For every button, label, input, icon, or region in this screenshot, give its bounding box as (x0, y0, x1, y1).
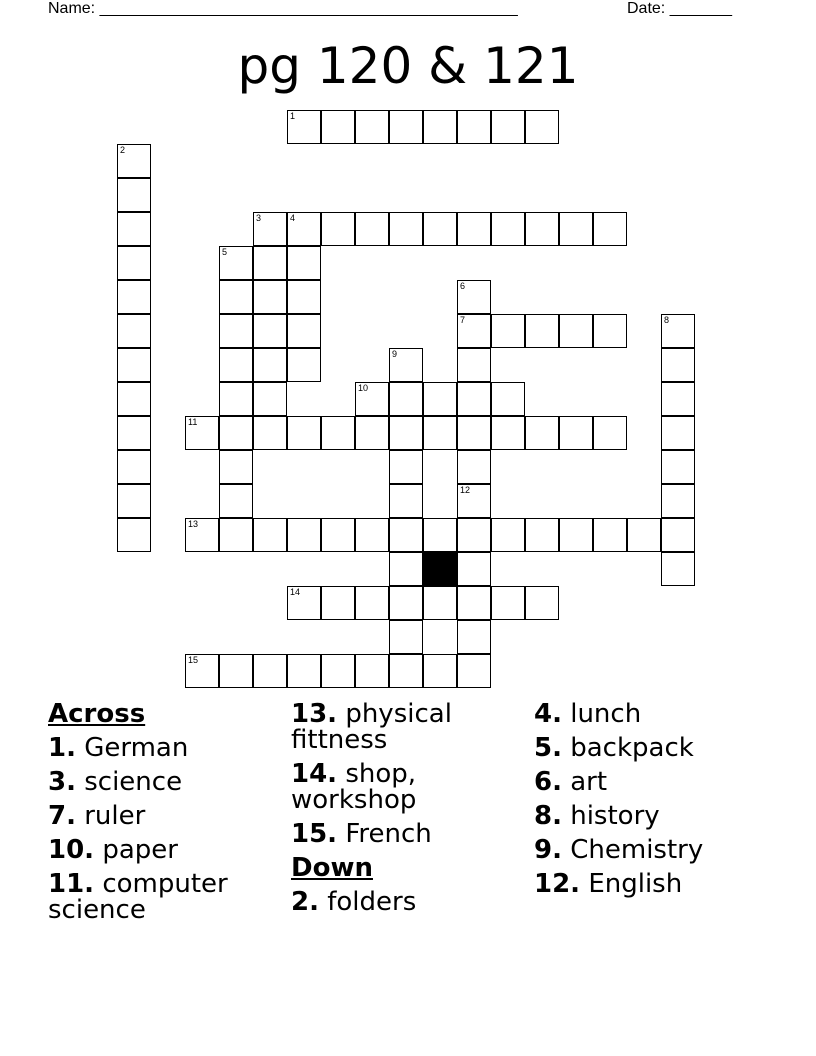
clue-number: 6 (460, 281, 466, 291)
grid-cell[interactable] (253, 654, 287, 688)
clue-item-number: 2. (291, 887, 319, 917)
clue-item-number: 6. (534, 767, 562, 797)
grid-cell[interactable] (117, 246, 151, 280)
grid-cell[interactable] (423, 382, 457, 416)
down-heading: Down (291, 853, 373, 883)
grid-cell[interactable] (253, 348, 287, 382)
grid-cell[interactable] (287, 246, 321, 280)
clue-item-number: 8. (534, 801, 562, 831)
clue-number: 4 (290, 213, 296, 223)
grid-cell[interactable] (219, 654, 253, 688)
grid-cell[interactable] (389, 654, 423, 688)
grid-cell[interactable] (185, 518, 219, 552)
grid-cell[interactable] (219, 314, 253, 348)
clue-item (534, 735, 774, 761)
clue-item-text: ruler (75, 801, 146, 831)
clue-item-text: Chemistry (561, 835, 704, 865)
grid-cell[interactable] (661, 382, 695, 416)
grid-cell[interactable] (287, 518, 321, 552)
grid-cell[interactable] (491, 382, 525, 416)
grid-cell[interactable] (219, 246, 253, 280)
grid-cell[interactable] (355, 416, 389, 450)
clues-column-1 (48, 701, 288, 931)
clue-item-text: lunch (561, 699, 642, 729)
clue-number: 13 (188, 519, 199, 529)
grid-cell[interactable] (593, 518, 627, 552)
grid-cell[interactable] (661, 416, 695, 450)
clue-item (48, 803, 288, 829)
grid-cell[interactable] (117, 450, 151, 484)
clue-list (291, 889, 531, 915)
grid-cell[interactable] (525, 518, 559, 552)
grid-cell[interactable] (423, 416, 457, 450)
grid-cell[interactable] (457, 212, 491, 246)
clue-item-number: 13. (291, 699, 338, 729)
clue-item (534, 837, 774, 863)
grid-black-cell (423, 552, 457, 586)
grid-cell[interactable] (287, 110, 321, 144)
grid-cell[interactable] (559, 212, 593, 246)
grid-cell[interactable] (525, 212, 559, 246)
grid-cell[interactable] (389, 382, 423, 416)
grid-cell[interactable] (389, 518, 423, 552)
clue-item-text: folders (318, 887, 417, 917)
grid-cell[interactable] (253, 518, 287, 552)
clue-item (291, 701, 531, 753)
clue-number: 12 (460, 485, 471, 495)
grid-cell[interactable] (287, 416, 321, 450)
grid-cell[interactable] (321, 518, 355, 552)
clue-item-text: backpack (561, 733, 694, 763)
clues-column-2 (291, 701, 531, 923)
grid-cell[interactable] (491, 586, 525, 620)
grid-cell[interactable] (355, 654, 389, 688)
grid-cell[interactable] (117, 314, 151, 348)
grid-cell[interactable] (321, 212, 355, 246)
grid-cell[interactable] (491, 416, 525, 450)
grid-cell[interactable] (117, 348, 151, 382)
grid-cell[interactable] (593, 416, 627, 450)
clue-item-text: art (561, 767, 608, 797)
grid-cell[interactable] (287, 586, 321, 620)
clue-list (534, 701, 774, 897)
grid-cell[interactable] (457, 110, 491, 144)
grid-cell[interactable] (491, 314, 525, 348)
across-heading: Across (48, 699, 146, 729)
grid-cell[interactable] (389, 110, 423, 144)
grid-cell[interactable] (355, 382, 389, 416)
grid-cell[interactable] (457, 314, 491, 348)
grid-cell[interactable] (423, 586, 457, 620)
date-field-label: Date: _______ (627, 0, 732, 17)
grid-cell[interactable] (117, 484, 151, 518)
grid-cell[interactable] (457, 382, 491, 416)
grid-cell[interactable] (457, 348, 491, 382)
clue-item-number: 11. (48, 869, 95, 899)
grid-cell[interactable] (287, 280, 321, 314)
grid-cell[interactable] (389, 416, 423, 450)
clue-item-text: paper (94, 835, 178, 865)
grid-cell[interactable] (117, 144, 151, 178)
clue-number: 7 (460, 315, 466, 325)
grid-cell[interactable] (185, 654, 219, 688)
grid-cell[interactable] (423, 110, 457, 144)
name-field-label: Name: _______________________________________________ (48, 0, 518, 17)
clue-item-text: French (337, 819, 432, 849)
grid-cell[interactable] (559, 314, 593, 348)
grid-cell[interactable] (661, 552, 695, 586)
clue-item-number: 5. (534, 733, 562, 763)
clue-item (534, 803, 774, 829)
grid-cell[interactable] (287, 314, 321, 348)
grid-cell[interactable] (253, 382, 287, 416)
grid-cell[interactable] (457, 552, 491, 586)
clue-number: 8 (664, 315, 670, 325)
grid-cell[interactable] (593, 314, 627, 348)
clue-item (534, 701, 774, 727)
grid-cell[interactable] (321, 110, 355, 144)
grid-cell[interactable] (491, 110, 525, 144)
grid-cell[interactable] (117, 178, 151, 212)
grid-cell[interactable] (219, 416, 253, 450)
clue-item-text: German (75, 733, 189, 763)
grid-cell[interactable] (661, 518, 695, 552)
grid-cell[interactable] (457, 280, 491, 314)
grid-cell[interactable] (525, 416, 559, 450)
grid-cell[interactable] (661, 314, 695, 348)
grid-cell[interactable] (321, 416, 355, 450)
clue-item-number: 4. (534, 699, 562, 729)
clue-item (48, 735, 288, 761)
grid-cell[interactable] (593, 212, 627, 246)
clue-number: 9 (392, 349, 398, 359)
grid-cell[interactable] (219, 348, 253, 382)
grid-cell[interactable] (457, 416, 491, 450)
clue-list (291, 701, 531, 847)
grid-cell[interactable] (389, 620, 423, 654)
grid-cell[interactable] (457, 450, 491, 484)
clue-number: 15 (188, 655, 199, 665)
clue-item (48, 769, 288, 795)
grid-cell[interactable] (117, 416, 151, 450)
clue-item-number: 9. (534, 835, 562, 865)
grid-cell[interactable] (117, 280, 151, 314)
clue-number: 10 (358, 383, 369, 393)
clue-item (48, 871, 288, 923)
grid-cell[interactable] (525, 314, 559, 348)
grid-cell[interactable] (389, 450, 423, 484)
clue-number: 5 (222, 247, 228, 257)
grid-cell[interactable] (491, 212, 525, 246)
clue-item (291, 761, 531, 813)
grid-cell[interactable] (423, 654, 457, 688)
grid-cell[interactable] (525, 586, 559, 620)
grid-cell[interactable] (389, 586, 423, 620)
clue-list (48, 735, 288, 923)
clue-item-number: 7. (48, 801, 76, 831)
grid-cell[interactable] (219, 518, 253, 552)
grid-cell[interactable] (457, 654, 491, 688)
grid-cell[interactable] (355, 212, 389, 246)
grid-cell[interactable] (287, 212, 321, 246)
clue-item-text: physical fittness (291, 699, 452, 755)
grid-cell[interactable] (219, 450, 253, 484)
grid-cell[interactable] (117, 212, 151, 246)
grid-cell[interactable] (491, 518, 525, 552)
clue-item-number: 1. (48, 733, 76, 763)
grid-cell[interactable] (457, 518, 491, 552)
grid-cell[interactable] (185, 416, 219, 450)
grid-cell[interactable] (219, 280, 253, 314)
grid-cell[interactable] (219, 484, 253, 518)
grid-cell[interactable] (253, 280, 287, 314)
clue-number: 14 (290, 587, 301, 597)
grid-cell[interactable] (253, 212, 287, 246)
grid-cell[interactable] (457, 484, 491, 518)
grid-cell[interactable] (661, 484, 695, 518)
clue-item-text: English (580, 869, 683, 899)
clue-item-text: history (561, 801, 660, 831)
grid-cell[interactable] (287, 348, 321, 382)
grid-cell[interactable] (321, 654, 355, 688)
grid-cell[interactable] (253, 246, 287, 280)
clue-item (291, 821, 531, 847)
grid-cell[interactable] (287, 654, 321, 688)
grid-cell[interactable] (423, 518, 457, 552)
grid-cell[interactable] (355, 586, 389, 620)
grid-cell[interactable] (389, 484, 423, 518)
grid-cell[interactable] (627, 518, 661, 552)
clue-item (48, 837, 288, 863)
clue-item-text: shop, workshop (291, 759, 417, 815)
grid-cell[interactable] (661, 450, 695, 484)
grid-cell[interactable] (661, 348, 695, 382)
grid-cell[interactable] (253, 314, 287, 348)
grid-cell[interactable] (117, 518, 151, 552)
grid-cell[interactable] (559, 416, 593, 450)
grid-cell[interactable] (355, 110, 389, 144)
grid-cell[interactable] (457, 586, 491, 620)
grid-cell[interactable] (389, 348, 423, 382)
page-title: pg 120 & 121 (237, 37, 579, 95)
clue-item-number: 14. (291, 759, 338, 789)
clue-item-text: computer science (48, 869, 228, 925)
grid-cell[interactable] (117, 382, 151, 416)
grid-cell[interactable] (355, 518, 389, 552)
clue-item-number: 10. (48, 835, 95, 865)
clue-number: 3 (256, 213, 262, 223)
clue-item (534, 871, 774, 897)
clue-item-number: 3. (48, 767, 76, 797)
grid-cell[interactable] (389, 212, 423, 246)
grid-cell[interactable] (423, 212, 457, 246)
clue-item-text: science (75, 767, 183, 797)
clue-item-number: 12. (534, 869, 581, 899)
grid-cell[interactable] (389, 552, 423, 586)
clue-number: 11 (188, 417, 198, 427)
clue-item (291, 889, 531, 915)
clues-column-3 (534, 701, 774, 905)
grid-cell[interactable] (457, 620, 491, 654)
grid-cell[interactable] (253, 416, 287, 450)
clue-number: 2 (120, 145, 126, 155)
clue-number: 1 (290, 111, 296, 121)
clue-item-number: 15. (291, 819, 338, 849)
grid-cell[interactable] (219, 382, 253, 416)
grid-cell[interactable] (525, 110, 559, 144)
grid-cell[interactable] (559, 518, 593, 552)
clue-item (534, 769, 774, 795)
grid-cell[interactable] (321, 586, 355, 620)
